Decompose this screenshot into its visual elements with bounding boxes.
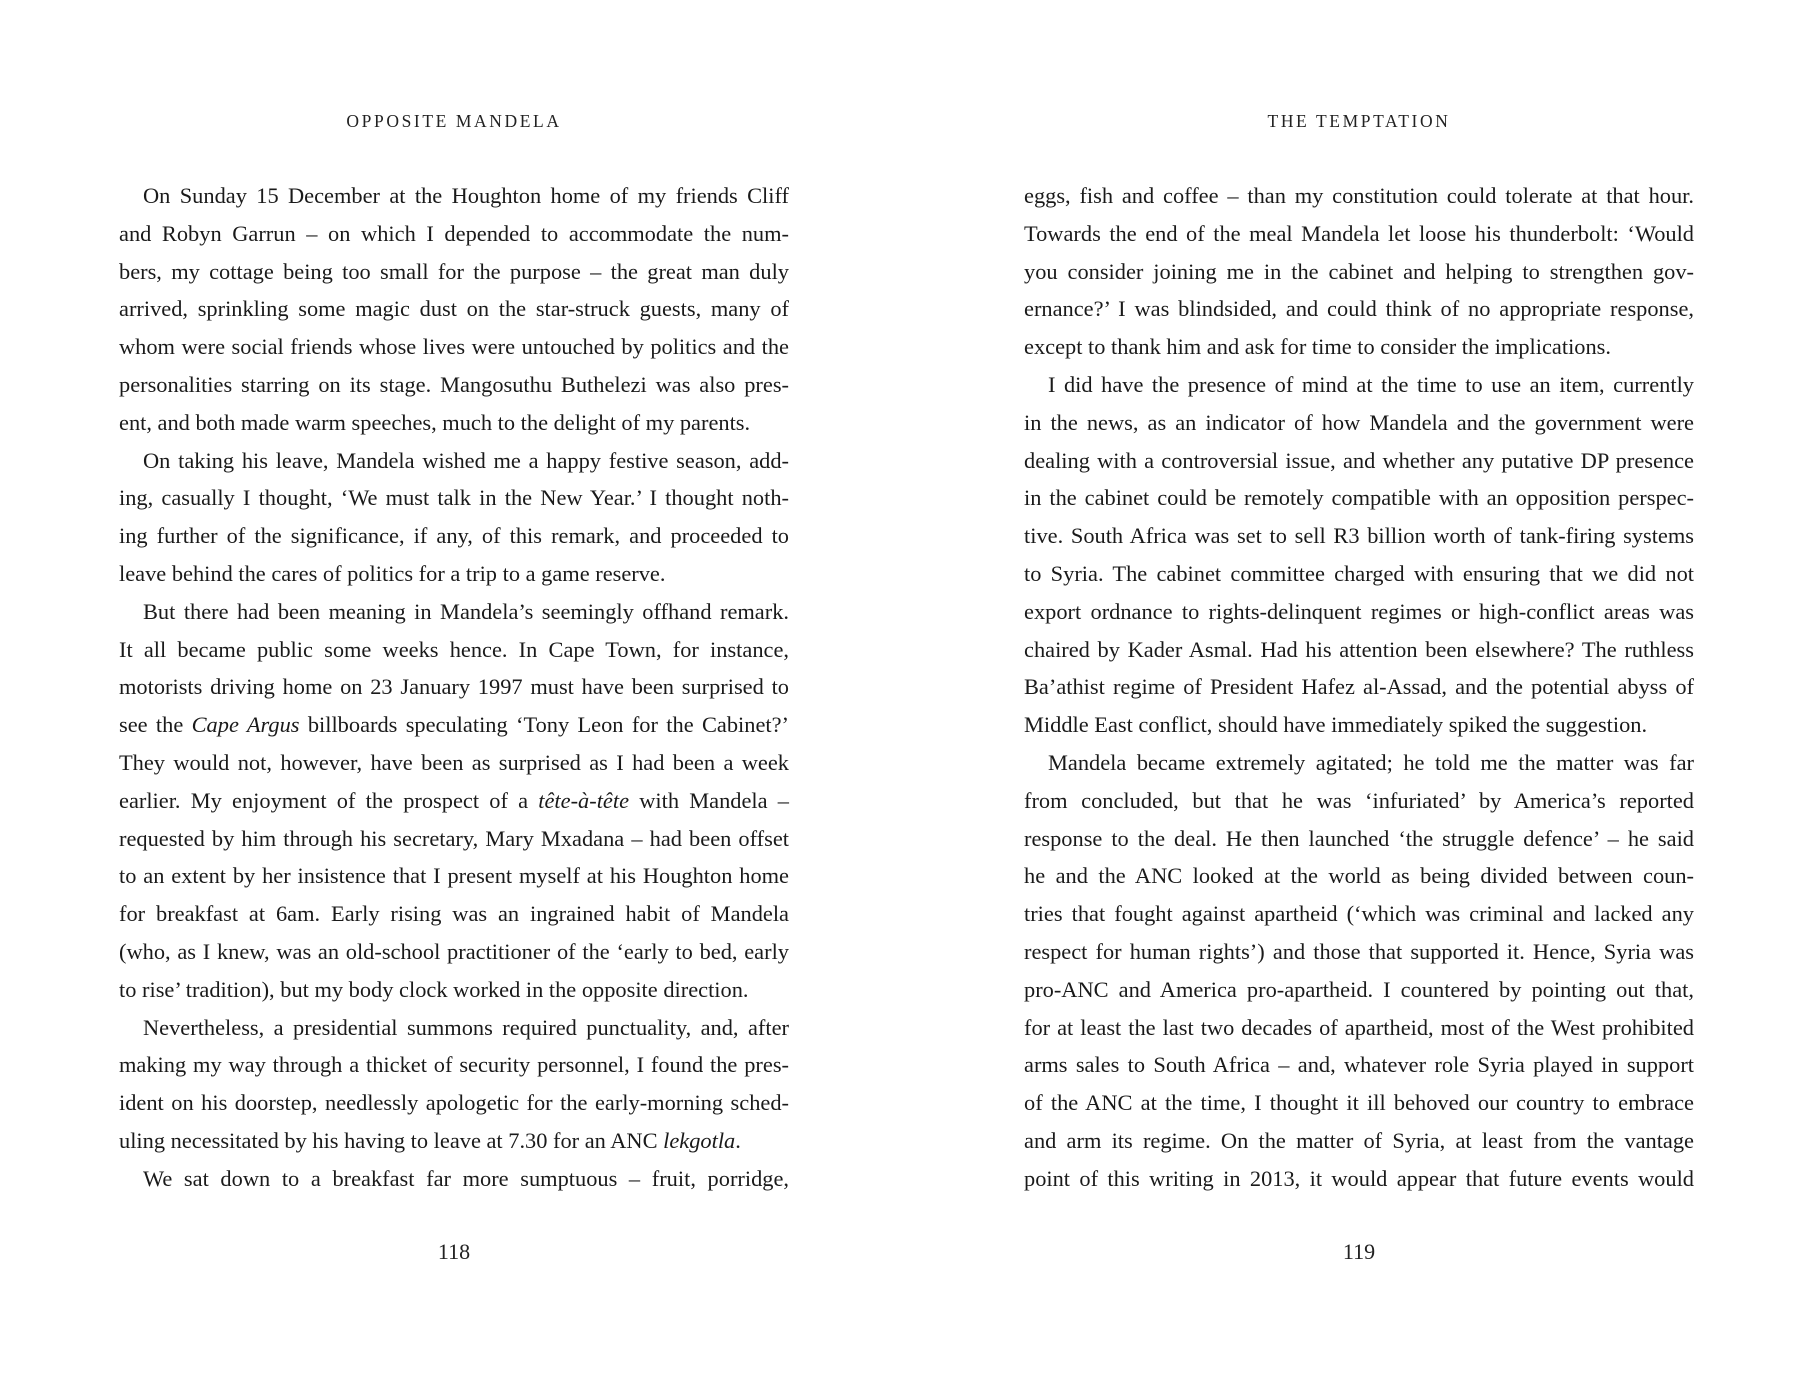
right-page xyxy=(1024,0,1694,1376)
text-line: We sat down to a breakfast far more sumptuous – fruit, porridge, xyxy=(143,1165,789,1191)
text-line: requested by him through his secretary, Mary Mxadana – had been offset xyxy=(119,825,789,851)
left-page xyxy=(119,0,789,1376)
text-line: pro-ANC and America pro-apartheid. I countered by pointing out that, xyxy=(1024,976,1694,1002)
page-number-left: 118 xyxy=(437,1239,471,1264)
text-line: to rise’ tradition), but my body clock worked in the opposite direction. xyxy=(119,976,749,1002)
text-line: tive. South Africa was set to sell R3 billion worth of tank-firing systems xyxy=(1024,523,1694,549)
text-line: and arm its regime. On the matter of Syria, at least from the vantage xyxy=(1024,1127,1694,1153)
running-head-left: OPPOSITE MANDELA xyxy=(346,111,562,131)
text-run: billboards speculating ‘Tony Leon for the Cabinet?’ xyxy=(299,712,790,738)
text-line xyxy=(119,706,789,744)
italic-phrase: tête-à-tête xyxy=(538,787,630,813)
running-head-right: THE TEMPTATION xyxy=(1267,111,1451,131)
text-line: arrived, sprinkling some magic dust on the star-struck guests, many of xyxy=(119,296,789,322)
text-line: leave behind the cares of politics for a trip to a game reserve. xyxy=(119,560,666,586)
text-line: ent, and both made warm speeches, much to the delight of my parents. xyxy=(119,409,751,435)
text-line: response to the deal. He then launched ‘the struggle defence’ – he said xyxy=(1024,825,1694,851)
text-run: with Mandela – xyxy=(629,787,789,813)
text-line: from concluded, but that he was ‘infuriated’ by America’s reported xyxy=(1024,787,1694,813)
text-line: ing further of the significance, if any, of this remark, and proceeded to xyxy=(119,523,789,549)
text-line: to an extent by her insistence that I present myself at his Houghton home xyxy=(119,863,789,889)
text-run: uling necessitated by his having to leave at 7.30 for an ANC xyxy=(119,1127,664,1153)
text-line: ing, casually I thought, ‘We must talk in the New Year.’ I thought noth- xyxy=(119,485,789,511)
text-line: (who, as I knew, was an old-school practitioner of the ‘early to bed, early xyxy=(119,938,789,964)
text-line: Middle East conflict, should have immediately spiked the suggestion. xyxy=(1024,712,1648,738)
text-run: earlier. My enjoyment of the prospect of a xyxy=(119,787,539,813)
text-line: ernance?’ I was blindsided, and could think of no appropriate response, xyxy=(1024,296,1694,322)
text-line: bers, my cottage being too small for the purpose – the great man duly xyxy=(119,258,789,284)
text-line: making my way through a thicket of security personnel, I found the pres- xyxy=(119,1052,789,1078)
text-run: . xyxy=(735,1127,741,1153)
text-line: Mandela became extremely agitated; he told me the matter was far xyxy=(1048,749,1694,775)
text-line: and Robyn Garrun – on which I depended to accommodate the num- xyxy=(119,220,789,246)
italic-word: lekgotla xyxy=(663,1127,736,1153)
text-line: Nevertheless, a presidential summons required punctuality, and, after xyxy=(143,1014,789,1040)
text-line: arms sales to South Africa – and, whatever role Syria played in support xyxy=(1024,1052,1694,1078)
text-line: for breakfast at 6am. Early rising was an ingrained habit of Mandela xyxy=(119,901,789,927)
left-page-body xyxy=(119,177,789,1198)
page-number-right: 119 xyxy=(1342,1239,1376,1264)
text-line: for at least the last two decades of apartheid, most of the West prohibited xyxy=(1024,1014,1694,1040)
text-run: see the xyxy=(119,712,192,738)
text-line: eggs, fish and coffee – than my constitution could tolerate at that hour. xyxy=(1024,183,1694,208)
text-line: you consider joining me in the cabinet and helping to strengthen gov- xyxy=(1024,258,1694,284)
text-line: tries that fought against apartheid (‘which was criminal and lacked any xyxy=(1024,901,1694,927)
text-line: he and the ANC looked at the world as being divided between coun- xyxy=(1024,863,1694,889)
text-line: On Sunday 15 December at the Houghton home of my friends Cliff xyxy=(143,183,789,208)
text-line: On taking his leave, Mandela wished me a happy festive season, add- xyxy=(143,447,789,473)
text-line: Ba’athist regime of President Hafez al-Assad, and the potential abyss of xyxy=(1024,674,1694,700)
text-line: whom were social friends whose lives were untouched by politics and the xyxy=(119,334,789,360)
text-line: But there had been meaning in Mandela’s seemingly offhand remark. xyxy=(143,598,789,624)
text-line: It all became public some weeks hence. In Cape Town, for instance, xyxy=(119,636,789,662)
text-line: of the ANC at the time, I thought it ill behoved our country to embrace xyxy=(1024,1090,1694,1116)
text-line: except to thank him and ask for time to consider the implications. xyxy=(1024,334,1611,360)
text-line: respect for human rights’) and those that supported it. Hence, Syria was xyxy=(1024,938,1694,964)
text-line: chaired by Kader Asmal. Had his attention been elsewhere? The ruthless xyxy=(1024,636,1694,662)
text-line: Towards the end of the meal Mandela let loose his thunderbolt: ‘Would xyxy=(1024,220,1694,246)
text-line xyxy=(119,1122,789,1160)
text-line: in the news, as an indicator of how Mandela and the government were xyxy=(1024,409,1694,435)
text-line: ident on his doorstep, needlessly apologetic for the early-morning sched- xyxy=(119,1090,789,1116)
right-page-body xyxy=(1024,177,1694,1198)
text-line: in the cabinet could be remotely compatible with an opposition perspec- xyxy=(1024,485,1694,511)
text-line: personalities starring on its stage. Mangosuthu Buthelezi was also pres- xyxy=(119,371,789,397)
text-line xyxy=(119,782,789,820)
text-line: They would not, however, have been as surprised as I had been a week xyxy=(119,749,789,775)
text-line: to Syria. The cabinet committee charged with ensuring that we did not xyxy=(1024,560,1694,586)
italic-title: Cape Argus xyxy=(191,712,300,738)
text-line: export ordnance to rights-delinquent regimes or high-conflict areas was xyxy=(1024,598,1694,624)
text-line: motorists driving home on 23 January 1997 must have been surprised to xyxy=(119,674,789,700)
text-line: I did have the presence of mind at the time to use an item, currently xyxy=(1048,371,1694,397)
text-line: point of this writing in 2013, it would appear that future events would xyxy=(1024,1165,1694,1191)
text-line: dealing with a controversial issue, and whether any putative DP presence xyxy=(1024,447,1694,473)
